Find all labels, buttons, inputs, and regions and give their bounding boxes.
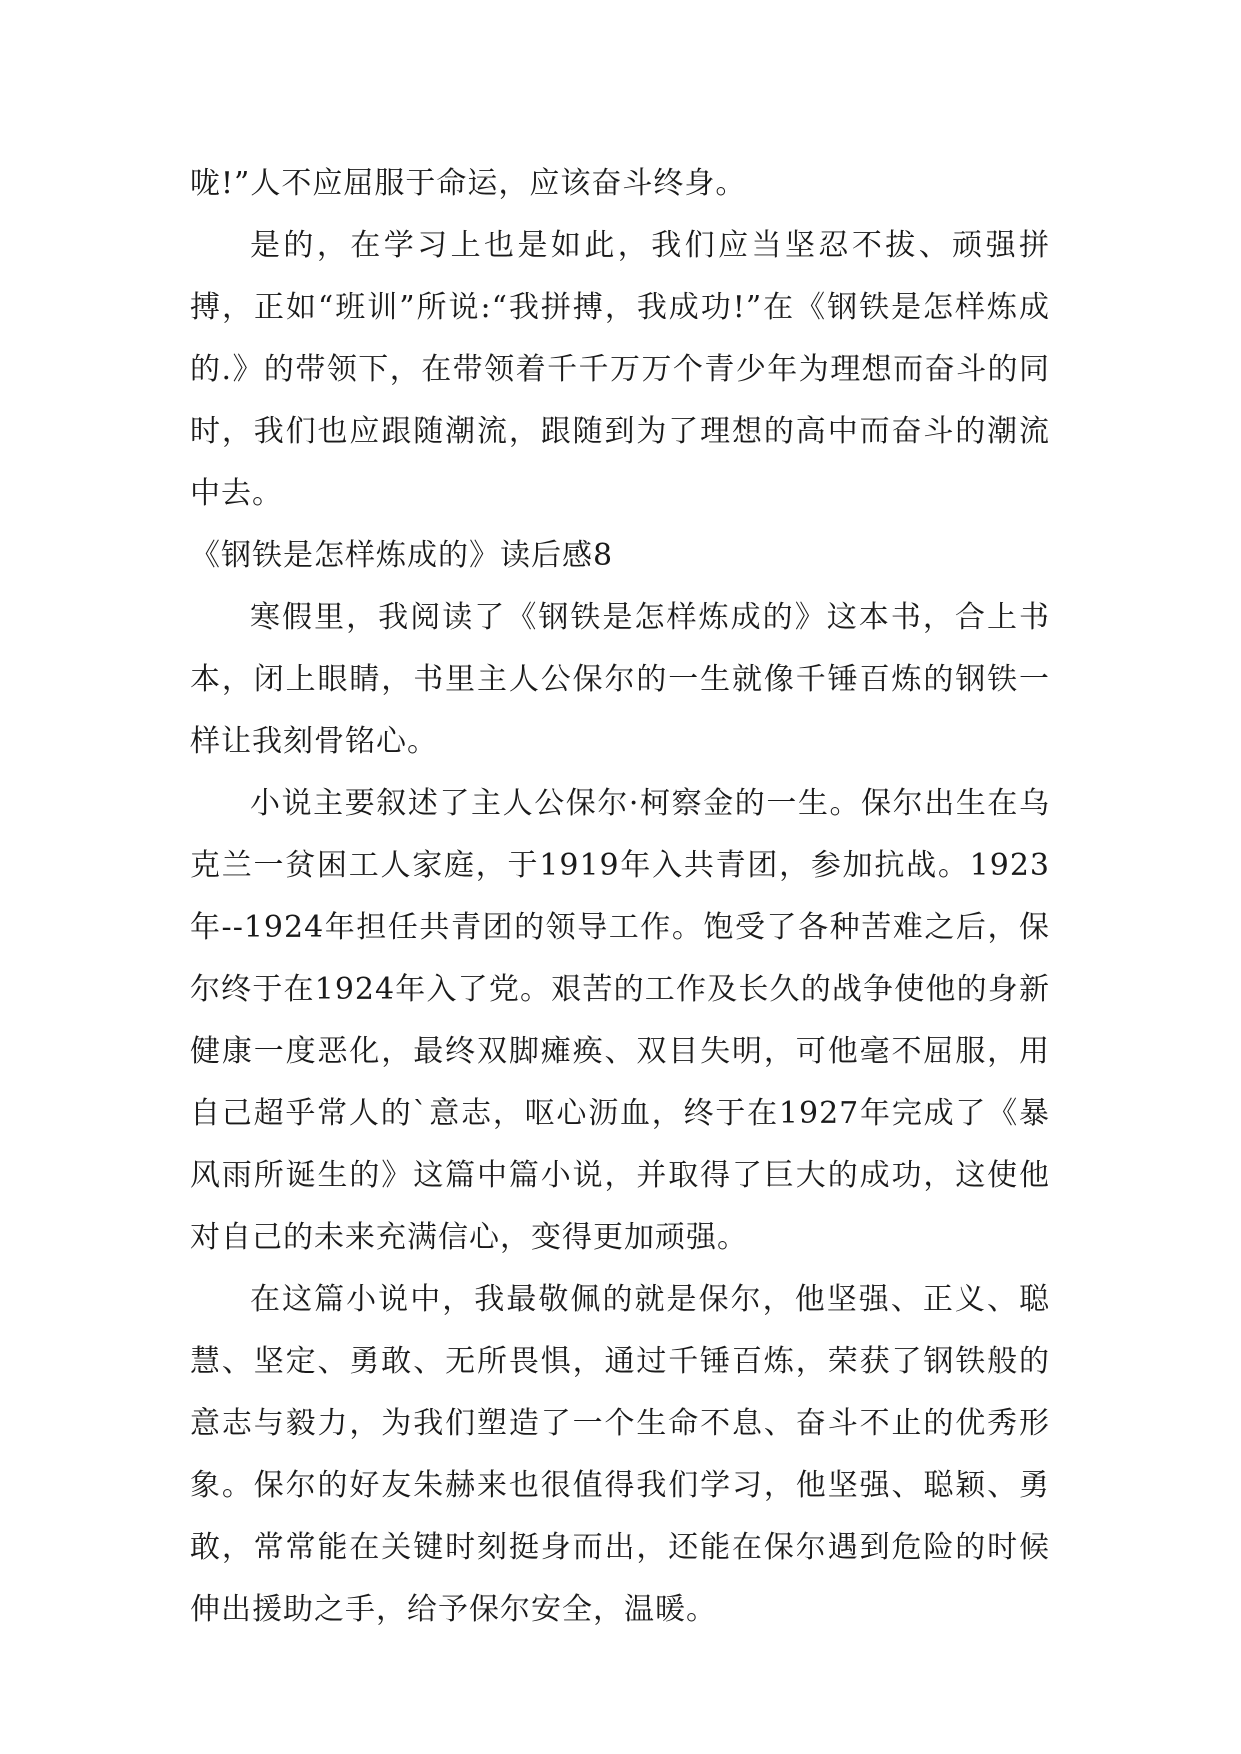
- paragraph-winter-reading: 寒假里，我阅读了《钢铁是怎样炼成的》这本书，合上书本，闭上眼睛，书里主人公保尔的一生就像千锤百炼的钢铁一样让我刻骨铭心。: [190, 600, 1050, 759]
- paragraph-study-perseverance: 是的，在学习上也是如此，我们应当坚忍不拔、顽强拼搏，正如“班训”所说:“我拼搏，我成功!”在《钢铁是怎样炼成的.》的带领下，在带领着千千万万个青少年为理想而奋斗的同时，我们也应跟随潮流，跟随到为了理想的高中而奋斗的潮流中去。: [190, 228, 1050, 511]
- paragraph-continuation: 咙!”人不应屈服于命运，应该奋斗终身。: [190, 166, 747, 201]
- paragraph-novel-summary: 小说主要叙述了主人公保尔·柯察金的一生。保尔出生在乌克兰一贫困工人家庭，于1919年入共青团，参加抗战。1923年--1924年担任共青团的领导工作。饱受了各种苦难之后，保尔终于在1924年入了党。艰苦的工作及长久的战争使他的身新健康一度恶化，最终双脚瘫痪、双目失明，可他毫不屈服，用自己超乎常人的`意志，呕心沥血，终于在1927年完成了《暴风雨所诞生的》这篇中篇小说，并取得了巨大的成功，这使他对自己的未来充满信心，变得更加顽强。: [190, 786, 1050, 1255]
- paragraph-admiration: 在这篇小说中，我最敬佩的就是保尔，他坚强、正义、聪慧、坚定、勇敢、无所畏惧，通过千锤百炼，荣获了钢铁般的意志与毅力，为我们塑造了一个生命不息、奋斗不止的优秀形象。保尔的好友朱赫来也很值得我们学习，他坚强、聪颖、勇敢，常常能在关键时刻挺身而出，还能在保尔遇到危险的时候伸出援助之手，给予保尔安全，温暖。: [190, 1282, 1050, 1627]
- section-heading: 《钢铁是怎样炼成的》读后感8: [190, 538, 614, 573]
- document-body: [190, 153, 1050, 1641]
